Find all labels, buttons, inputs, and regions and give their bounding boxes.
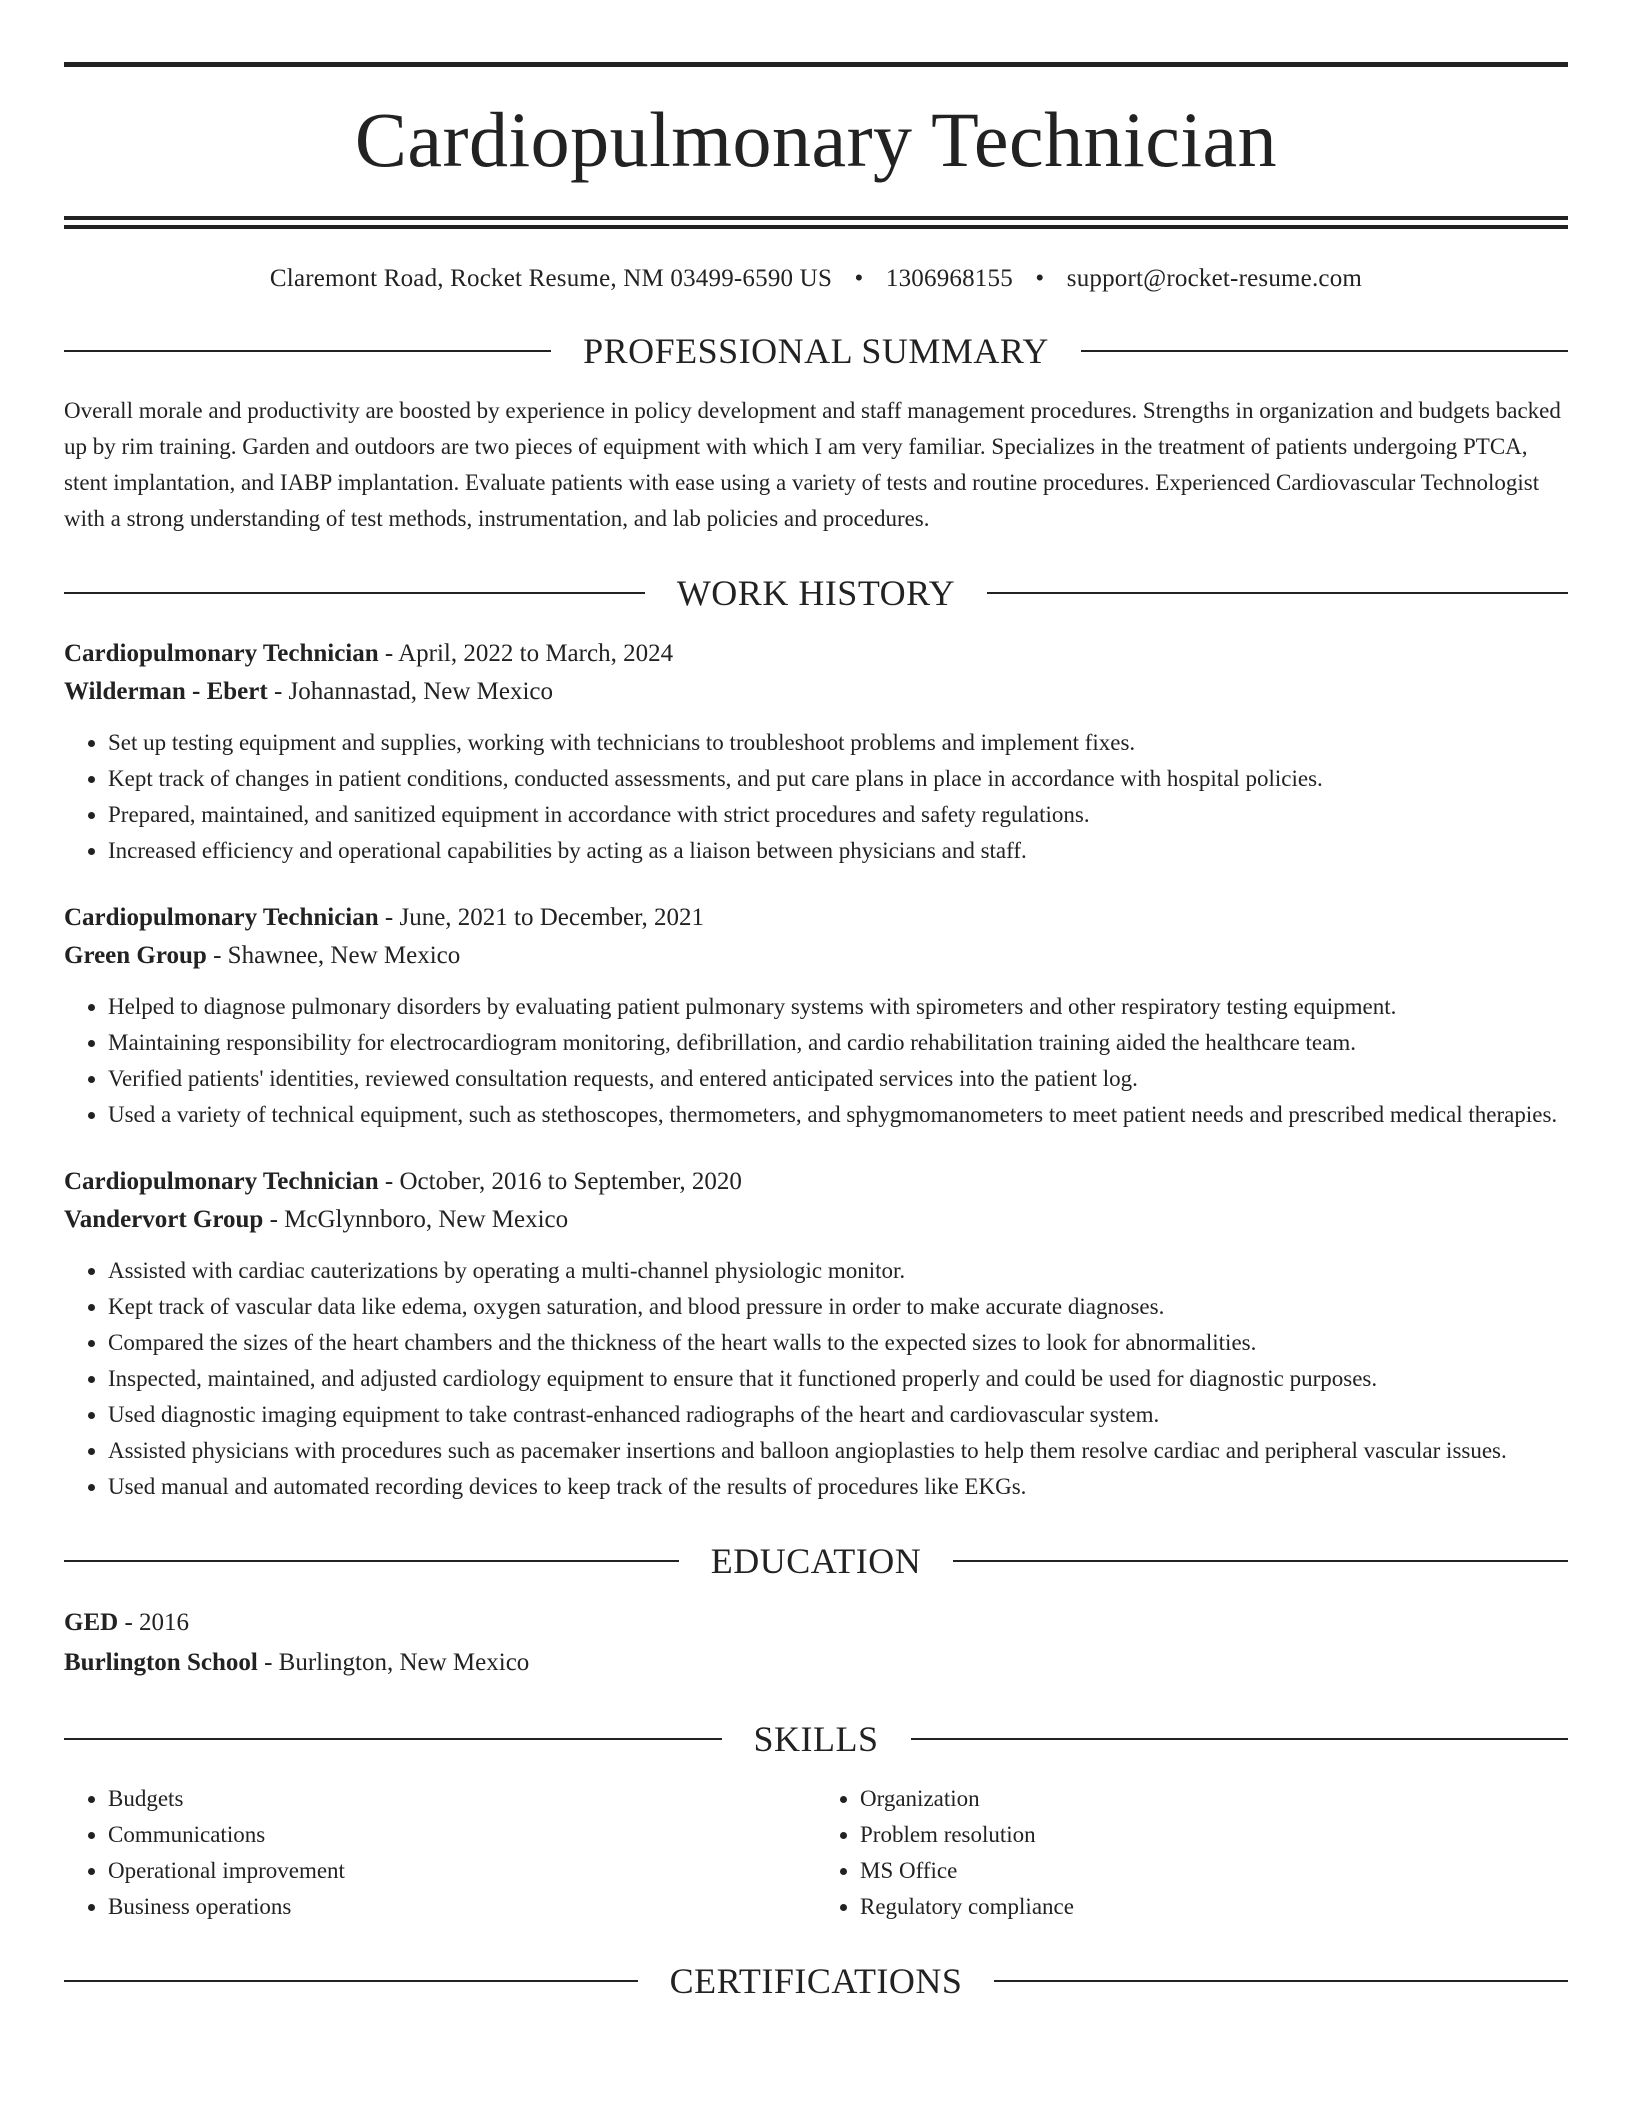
job-bullet: • Maintaining responsibility for electrocardiogram monitoring, defibrillation, and cardio rehabilitation training aided the healthcare team.	[108, 1025, 1568, 1061]
job-title-line	[64, 1163, 1568, 1201]
section-heading-education	[64, 1539, 1568, 1583]
resume-title: Cardiopulmonary Technician	[354, 96, 1278, 183]
heading-rule	[64, 1738, 722, 1740]
job-bullet: • Used a variety of technical equipment, such as stethoscopes, thermometers, and sphygmomanometers to meet patient needs and prescribed medical therapies.	[108, 1097, 1568, 1133]
contact-email: support@rocket-resume.com	[1066, 265, 1363, 292]
skills-list	[64, 1781, 1568, 1925]
skill-item: • Budgets	[108, 1781, 816, 1817]
job-title: Cardiopulmonary Technician	[64, 640, 379, 667]
contact-separator: •	[854, 265, 864, 292]
heading-rule	[64, 350, 551, 352]
job-bullet: • Used manual and automated recording devices to keep track of the results of procedures like EKGs.	[108, 1469, 1568, 1505]
job-bullets	[64, 989, 1568, 1133]
job-bullet: • Used diagnostic imaging equipment to take contrast-enhanced radiographs of the heart and cardiovascular system.	[108, 1397, 1568, 1433]
job-entry	[64, 635, 1568, 869]
job-bullet: • Compared the sizes of the heart chambers and the thickness of the heart walls to the expected sizes to look for abnormalities.	[108, 1325, 1568, 1361]
heading-rule	[911, 1738, 1569, 1740]
job-bullet: • Assisted with cardiac cauterizations by operating a multi-channel physiologic monitor.	[108, 1253, 1568, 1289]
job-company-line	[64, 673, 1568, 711]
skills-column-left	[64, 1781, 816, 1925]
section-heading-summary	[64, 329, 1568, 373]
education-location: - Burlington, New Mexico	[257, 1649, 530, 1676]
heading-rule	[994, 1980, 1568, 1982]
title-double-rule	[64, 216, 1568, 229]
heading-rule	[1081, 350, 1568, 352]
skill-item: • Business operations	[108, 1889, 816, 1925]
heading-rule	[64, 592, 645, 594]
contact-separator: •	[1035, 265, 1045, 292]
job-dates: - April, 2022 to March, 2024	[378, 640, 674, 667]
skills-column-right	[816, 1781, 1568, 1925]
top-rule	[64, 62, 1568, 67]
heading-rule	[64, 1560, 679, 1562]
job-company-line	[64, 937, 1568, 975]
skill-item: • Organization	[860, 1781, 1568, 1817]
job-company: Wilderman - Ebert	[64, 678, 268, 705]
section-heading-work	[64, 571, 1568, 615]
section-heading-certifications	[64, 1959, 1568, 2003]
job-bullet: • Inspected, maintained, and adjusted cardiology equipment to ensure that it functioned properly and could be used for diagnostic purposes.	[108, 1361, 1568, 1397]
section-heading-skills	[64, 1717, 1568, 1761]
job-entry	[64, 899, 1568, 1133]
education-degree-line	[64, 1603, 1568, 1643]
job-bullet: • Helped to diagnose pulmonary disorders by evaluating patient pulmonary systems with spirometers and other respiratory testing equipment.	[108, 989, 1568, 1025]
job-bullet: • Verified patients' identities, reviewed consultation requests, and entered anticipated services into the patient log.	[108, 1061, 1568, 1097]
job-bullet: • Set up testing equipment and supplies, working with technicians to troubleshoot problems and implement fixes.	[108, 725, 1568, 761]
job-title: Cardiopulmonary Technician	[64, 1168, 379, 1195]
job-company-line	[64, 1201, 1568, 1239]
job-title-line	[64, 635, 1568, 673]
contact-address: Claremont Road, Rocket Resume, NM 03499-6590 US	[269, 265, 833, 292]
education-school-line	[64, 1643, 1568, 1683]
job-bullets	[64, 1253, 1568, 1505]
job-bullet: • Prepared, maintained, and sanitized equipment in accordance with strict procedures and safety regulations.	[108, 797, 1568, 833]
job-company: Green Group	[64, 942, 207, 969]
job-location: - McGlynnboro, New Mexico	[263, 1206, 569, 1233]
skill-item: • MS Office	[860, 1853, 1568, 1889]
heading-rule	[953, 1560, 1568, 1562]
education-degree: GED	[64, 1609, 119, 1636]
section-title: CERTIFICATIONS	[669, 1961, 963, 2001]
contact-line	[64, 263, 1568, 295]
job-bullet: • Increased efficiency and operational capabilities by acting as a liaison between physicians and staff.	[108, 833, 1568, 869]
skill-item: • Communications	[108, 1817, 816, 1853]
section-title: SKILLS	[753, 1719, 879, 1759]
job-bullet: • Kept track of changes in patient conditions, conducted assessments, and put care plans in place in accordance with hospital policies.	[108, 761, 1568, 797]
contact-phone: 1306968155	[885, 265, 1013, 292]
job-title: Cardiopulmonary Technician	[64, 904, 379, 931]
job-bullet: • Kept track of vascular data like edema, oxygen saturation, and blood pressure in order to make accurate diagnoses.	[108, 1289, 1568, 1325]
job-dates: - June, 2021 to December, 2021	[378, 904, 704, 931]
skill-item: • Regulatory compliance	[860, 1889, 1568, 1925]
education-school: Burlington School	[64, 1649, 258, 1676]
job-location: - Johannastad, New Mexico	[267, 678, 554, 705]
job-company: Vandervort Group	[64, 1206, 264, 1233]
skill-item: • Operational improvement	[108, 1853, 816, 1889]
section-title: WORK HISTORY	[676, 573, 956, 613]
job-title-line	[64, 899, 1568, 937]
job-bullets	[64, 725, 1568, 869]
job-location: - Shawnee, New Mexico	[206, 942, 461, 969]
job-entry	[64, 1163, 1568, 1505]
section-title: EDUCATION	[710, 1541, 922, 1581]
heading-rule	[987, 592, 1568, 594]
section-title: PROFESSIONAL SUMMARY	[583, 331, 1049, 371]
education-year: - 2016	[118, 1609, 190, 1636]
skill-item: • Problem resolution	[860, 1817, 1568, 1853]
job-dates: - October, 2016 to September, 2020	[378, 1168, 742, 1195]
summary-text: Overall morale and productivity are boosted by experience in policy development and staff management procedures. Strengths in organization and budgets backed up by rim training. Garden and outdoors are two pieces of equipment with which I am very familiar. Specializes in the treatment of patients undergoing PTCA, stent implantation, and IABP implantation. Evaluate patients with ease using a variety of tests and routine procedures. Experienced Cardiovascular Technologist with a strong understanding of test methods, instrumentation, and lab policies and procedures.	[64, 398, 1561, 531]
heading-rule	[64, 1980, 638, 1982]
job-bullet: • Assisted physicians with procedures such as pacemaker insertions and balloon angioplasties to help them resolve cardiac and peripheral vascular issues.	[108, 1433, 1568, 1469]
